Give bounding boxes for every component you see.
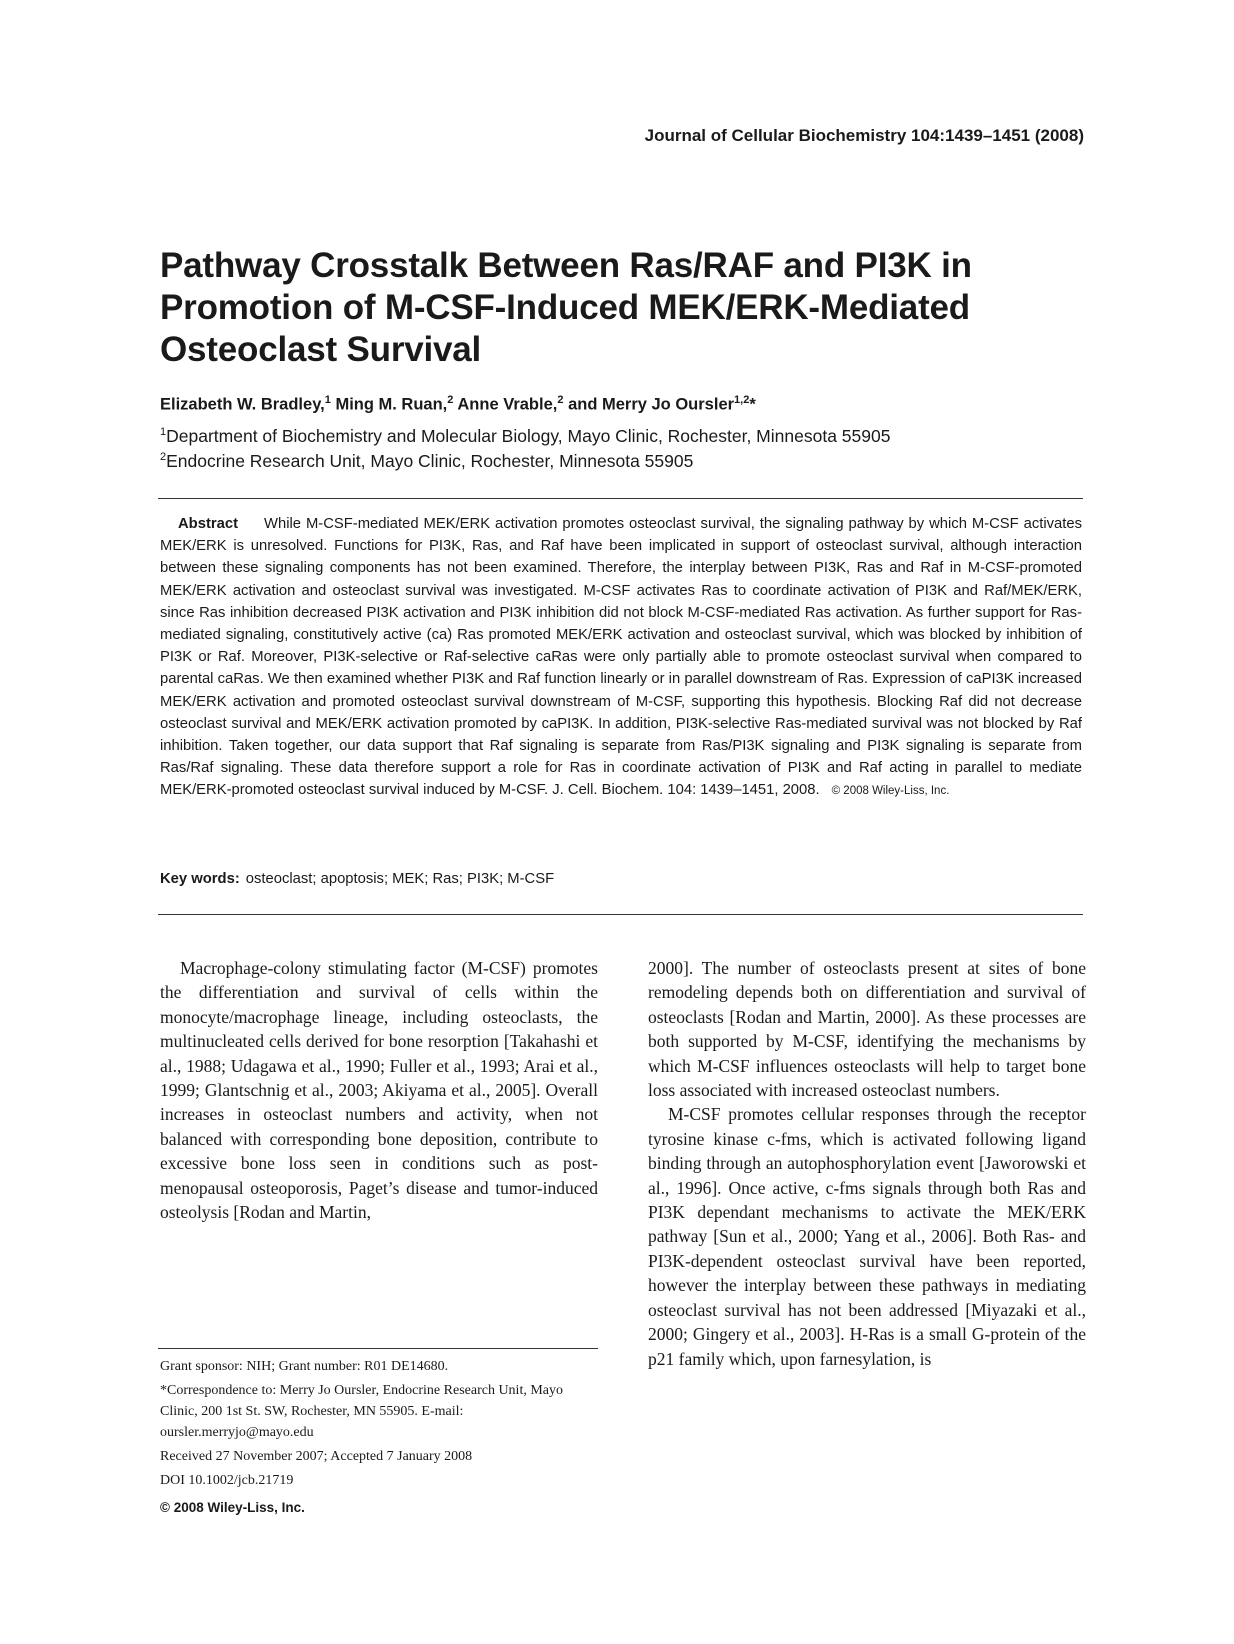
abstract-text: While M-CSF-mediated MEK/ERK activation promotes osteoclast survival, the signaling pathway by which M-CSF activates MEK/ERK is unresolved. Functions for PI3K, Ras, and Raf have been implicated in support of osteoclast survival, although interaction between these signaling components has not been examined. Therefore, the interplay between PI3K, Ras and Raf in M-CSF-promoted MEK/ERK activation and osteoclast survival was investigated. M-CSF activates Ras to coordinate activation of PI3K and Raf/MEK/ERK, since Ras inhibition decreased PI3K activation and PI3K inhibition did not block M-CSF-mediated Ras activation. As further support for Ras-mediated signaling, constitutively active (ca) Ras promoted MEK/ERK activation and osteoclast survival, which was blocked by inhibition of PI3K or Raf. Moreover, PI3K-selective or Raf-selective caRas were only partially able to promote osteoclast survival when compared to parental caRas. We then examined whether PI3K and Raf function linearly or in parallel downstream of Ras. Expression of caPI3K increased MEK/ERK activation and promoted osteoclast survival downstream of M-CSF, supporting this hypothesis. Blocking Raf did not decrease osteoclast survival and MEK/ERK activation promoted by caPI3K. In addition, PI3K-selective Ras-mediated survival was not blocked by Raf inhibition. Taken together, our data support that Raf signaling is separate from Ras/PI3K signaling and PI3K signaling is separate from Ras/Raf signaling. These data therefore support a role for Ras in coordinate activation of PI3K and Raf acting in parallel to mediate MEK/ERK-promoted osteoclast survival induced by M-CSF. J. Cell. Biochem. 104: 1439–1451, 2008. [160, 516, 1082, 799]
author-affiliation-mark: 2 [447, 394, 454, 406]
article-title: Pathway Crosstalk Between Ras/RAF and PI3K in Promotion of M-CSF-Induced MEK/ERK-Mediated Osteoclast Survival [160, 246, 972, 369]
author-affiliation-mark: 1,2 [734, 394, 750, 406]
abstract-copyright: © 2008 Wiley-Liss, Inc. [831, 785, 950, 798]
affiliation-text: Endocrine Research Unit, Mayo Clinic, Rochester, Minnesota 55905 [166, 451, 694, 471]
body-column-left [160, 956, 598, 1224]
body-paragraph: 2000]. The number of osteoclasts present at sites of bone remodeling depends both on differentiation and survival of osteoclasts [Rodan and Martin, 2000]. As these processes are both supported by M-CSF, identifying the mechanisms by which M-CSF influences osteoclasts will help to target bone loss associated with increased osteoclast numbers. [648, 958, 1086, 1101]
author: Elizabeth W. Bradley, [160, 395, 325, 414]
body-column-right [648, 956, 1086, 1371]
author: Anne Vrable, [457, 395, 558, 414]
footnotes [160, 1356, 600, 1521]
author: Ming M. Ruan, [335, 395, 448, 414]
affiliation [160, 426, 890, 447]
abstract [160, 513, 1082, 803]
abstract-bottom-rule [158, 914, 1083, 915]
body-paragraph: M-CSF promotes cellular responses through the receptor tyrosine kinase c-fms, which is activated following ligand binding through an autophosphorylation event [Jaworowski et al., 1996]. Once active, c-fms signals through both Ras and PI3K dependant mechanisms to activate the MEK/ERK pathway [Sun et al., 2000; Yang et al., 2006]. Both Ras- and PI3K-dependent osteoclast survival have been reported, however the interplay between these pathways in mediating osteoclast survival has not been addressed [Miyazaki et al., 2000; Gingery et al., 2003]. H-Ras is a small G-protein of the p21 family which, upon farnesylation, is [648, 1104, 1086, 1369]
body-paragraph: Macrophage-colony stimulating factor (M-CSF) promotes the differentiation and survival of cells within the monocyte/macrophage lineage, including osteoclasts, the multinucleated cells derived for bone resorption [Takahashi et al., 1988; Udagawa et al., 1990; Fuller et al., 1993; Arai et al., 1999; Glantschnig et al., 2003; Akiyama et al., 2005]. Overall increases in osteoclast numbers and activity, when not balanced with corresponding bone deposition, contribute to excessive bone loss seen in conditions such as post-menopausal osteoporosis, Paget’s disease and tumor-induced osteolysis [Rodan and Martin, [160, 958, 598, 1223]
author-list [160, 394, 756, 415]
footnote-rule [158, 1348, 598, 1349]
affiliation-number: 1 [160, 426, 167, 439]
journal-citation: Journal of Cellular Biochemistry 104:1439–1451 (2008) [644, 126, 1084, 145]
keywords [160, 871, 554, 887]
author: and Merry Jo Oursler [568, 395, 735, 414]
doi: DOI 10.1002/jcb.21719 [160, 1473, 294, 1488]
affiliation-number: 2 [160, 451, 167, 464]
author-affiliation-mark: 2 [557, 394, 564, 406]
copyright-notice: © 2008 Wiley-Liss, Inc. [160, 1500, 305, 1515]
abstract-label: Abstract [178, 516, 239, 532]
keywords-label: Key words: [160, 871, 240, 887]
grant-footnote: Grant sponsor: NIH; Grant number: R01 DE14680. [160, 1359, 449, 1374]
affiliation-text: Department of Biochemistry and Molecular Biology, Mayo Clinic, Rochester, Minnesota 55905 [166, 426, 891, 446]
abstract-top-rule [158, 498, 1083, 499]
keywords-text: osteoclast; apoptosis; MEK; Ras; PI3K; M-CSF [245, 871, 555, 887]
affiliation [160, 451, 693, 472]
correspondence-footnote: *Correspondence to: Merry Jo Oursler, Endocrine Research Unit, Mayo Clinic, 200 1st St. SW, Rochester, MN 55905. E-mail: oursler.merryjo@mayo.edu [160, 1383, 563, 1440]
corresponding-mark: * [749, 395, 756, 414]
received-date: Received 27 November 2007; Accepted 7 January 2008 [160, 1449, 473, 1464]
author-affiliation-mark: 1 [324, 394, 331, 406]
